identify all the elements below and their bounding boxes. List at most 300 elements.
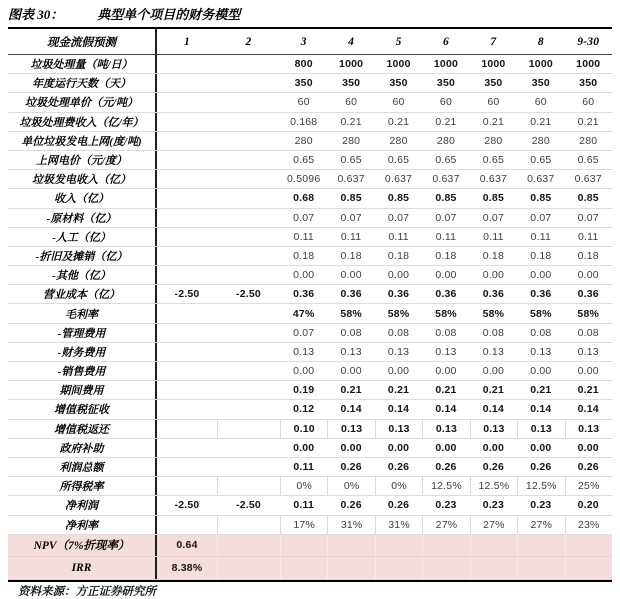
table-cell: 0.11 [483, 230, 504, 243]
table-row [8, 170, 612, 189]
table-cell: 0.13 [340, 345, 362, 358]
table-cell: 0.14 [530, 403, 552, 416]
figure-number: 图表 30： [8, 7, 64, 22]
table-row [8, 285, 612, 304]
table-cell [327, 557, 374, 579]
table-cell: 0.26 [387, 461, 410, 474]
table-cell [327, 535, 374, 557]
table-cell: 0.65 [293, 154, 315, 167]
table-cell [217, 458, 280, 476]
figure-title [8, 0, 612, 27]
table-cell: 0.07 [482, 211, 505, 224]
table-cell [217, 535, 280, 557]
figure-caption: 典型单个项目的财务模型 [97, 7, 241, 22]
table-cell: 0.00 [482, 441, 505, 454]
table-cell [375, 557, 422, 579]
table-cell: 280 [436, 134, 456, 147]
table-row [8, 400, 612, 419]
table-cell: 0.168 [290, 115, 318, 128]
table-cell [217, 74, 280, 92]
table-cell [470, 557, 517, 579]
row-label: 单位垃圾发电上网(度/吨) [8, 132, 157, 150]
table-cell [217, 266, 280, 284]
table-row [8, 132, 612, 151]
header-year-cell: 1 [184, 35, 190, 48]
table-cell: 0.00 [387, 365, 410, 378]
table-cell: 0.637 [479, 173, 508, 186]
table-cell [157, 209, 217, 227]
table-cell: 0.11 [435, 230, 457, 243]
table-cell: 0.65 [530, 154, 552, 167]
table-cell: 0.14 [340, 403, 362, 416]
table-cell: 0.26 [387, 499, 410, 512]
table-cell: 0.13 [565, 420, 612, 438]
table-cell: 350 [579, 77, 598, 90]
table-cell: 17% [280, 516, 327, 534]
table-row [8, 228, 612, 247]
header-year-cell: 8 [537, 35, 544, 48]
table-cell: 1000 [433, 58, 459, 71]
row-label: 垃圾处理单价（元/吨） [8, 93, 157, 111]
table-cell: 0.08 [435, 326, 457, 339]
table-cell: 0.21 [340, 384, 362, 397]
table-row [8, 324, 612, 343]
header-year-cell: 7 [490, 35, 497, 48]
table-cell [217, 113, 280, 131]
table-cell: 0.21 [482, 384, 505, 397]
table-cell: 60 [297, 96, 310, 109]
table-cell: 0.36 [577, 288, 599, 301]
row-label: 增值税返还 [8, 420, 157, 438]
table-cell: 1000 [339, 58, 364, 71]
table-cell: 0.00 [577, 441, 599, 454]
table-row [8, 113, 612, 132]
table-cell: 0.11 [388, 230, 409, 243]
table-cell: 60 [582, 96, 595, 109]
table-row [8, 209, 612, 228]
table-cell [157, 381, 217, 399]
table-cell: 0.07 [293, 326, 315, 339]
table-row [8, 535, 612, 558]
row-label: 净利率 [8, 516, 157, 534]
table-cell: 60 [392, 96, 405, 109]
table-cell [517, 557, 564, 579]
table-cell: 0.07 [387, 211, 410, 224]
table-cell: 0.08 [577, 326, 599, 339]
table-cell: 0.00 [340, 441, 362, 454]
table-cell [157, 516, 217, 534]
table-cell [157, 247, 217, 265]
table-cell: 0.85 [340, 192, 362, 205]
table-cell [217, 209, 280, 227]
table-cell [422, 535, 469, 557]
row-label: 收入（亿） [8, 189, 157, 207]
table-cell [157, 420, 217, 438]
table-cell: 31% [375, 516, 422, 534]
table-cell [157, 151, 217, 169]
table-row [8, 93, 612, 112]
table-cell: 0.14 [482, 403, 505, 416]
table-cell: 1000 [576, 58, 601, 71]
table-cell: 0.36 [340, 288, 362, 301]
table-cell: 0.07 [340, 211, 362, 224]
table-cell [217, 304, 280, 322]
table-cell [157, 113, 217, 131]
table-cell [217, 557, 280, 579]
table-cell [217, 439, 280, 457]
table-cell [157, 228, 217, 246]
table-cell: -2.50 [236, 499, 261, 512]
table-cell: 350 [342, 77, 361, 90]
table-cell: 350 [294, 77, 313, 90]
table-cell: 0.18 [435, 249, 457, 262]
table-cell: 0.23 [530, 499, 552, 512]
table-cell: 0.21 [577, 115, 599, 128]
table-cell [217, 247, 280, 265]
table-cell: 0.21 [387, 115, 410, 128]
row-label: 期间费用 [8, 381, 157, 399]
header-year-cell: 2 [245, 35, 252, 48]
table-cell: 25% [565, 477, 612, 495]
table-row [8, 55, 612, 74]
table-cell: 280 [342, 134, 361, 147]
table-row [8, 247, 612, 266]
table-cell [470, 535, 517, 557]
table-cell [157, 458, 217, 476]
table-cell: 0.07 [293, 211, 315, 224]
row-label: -折旧及摊销（亿） [8, 247, 157, 265]
table-cell: 0.00 [482, 365, 505, 378]
table-cell: 0.08 [482, 326, 505, 339]
table-row [8, 304, 612, 323]
table-row [8, 74, 612, 93]
table-cell [157, 439, 217, 457]
table-cell: 280 [484, 134, 503, 147]
table-cell: 0.00 [530, 269, 552, 282]
table-cell: 0.11 [293, 461, 315, 474]
table-cell: 58% [530, 307, 552, 320]
table-cell: 0.11 [578, 230, 599, 243]
table-cell: 0.00 [387, 441, 410, 454]
table-cell: 280 [294, 134, 313, 147]
table-cell [217, 516, 280, 534]
table-cell: 0.07 [435, 211, 457, 224]
table-cell: 23% [565, 516, 612, 534]
table-cell: 58% [482, 307, 505, 320]
table-cell: 0.00 [530, 441, 552, 454]
table-cell: 0.637 [337, 173, 365, 186]
table-cell: 0.26 [577, 461, 599, 474]
row-label: -管理费用 [8, 324, 157, 342]
table-cell: 0.14 [387, 403, 410, 416]
header-year-cell: 9-30 [577, 35, 600, 48]
header-year-cell: 4 [348, 35, 355, 48]
table-cell [157, 170, 217, 188]
table-cell: 0% [280, 477, 327, 495]
table-cell: 0.00 [435, 269, 457, 282]
table-cell: 0.11 [530, 230, 552, 243]
row-label: 上网电价（元/度） [8, 151, 157, 169]
table-cell: 0.00 [482, 269, 505, 282]
table-cell: 0.00 [293, 441, 315, 454]
table-cell: 0.08 [530, 326, 552, 339]
table-cell: 0.5096 [287, 173, 321, 186]
table-cell [157, 362, 217, 380]
table-row [8, 516, 612, 535]
table-cell: 0.65 [387, 154, 410, 167]
table-cell: 0.13 [375, 420, 422, 438]
table-cell [565, 557, 612, 579]
row-label: 净利润 [8, 496, 157, 514]
table-cell: 0.21 [482, 115, 505, 128]
table-cell: 0.26 [340, 499, 362, 512]
table-row [8, 439, 612, 458]
row-label: IRR [8, 557, 157, 579]
table-cell: 280 [389, 134, 408, 147]
table-cell: -2.50 [174, 288, 200, 301]
table-cell [217, 93, 280, 111]
table-cell [217, 228, 280, 246]
table-cell: 0.637 [527, 173, 555, 186]
table-cell [157, 324, 217, 342]
table-cell: 1000 [528, 58, 553, 71]
table-cell: 0.26 [530, 461, 552, 474]
table-cell: 60 [487, 96, 500, 109]
table-cell: 0.00 [387, 269, 410, 282]
table-cell: 31% [327, 516, 374, 534]
table-cell: 0.18 [530, 249, 552, 262]
table-cell: 27% [517, 516, 564, 534]
table-cell [517, 535, 564, 557]
table-cell: 0.00 [340, 269, 362, 282]
table-cell: 0.21 [577, 384, 599, 397]
table-body [8, 55, 612, 580]
table-cell: 0.18 [482, 249, 505, 262]
table-cell: 0.11 [293, 499, 315, 512]
table-cell: 0.637 [432, 173, 460, 186]
row-label: -财务费用 [8, 343, 157, 361]
table-cell: 0.18 [293, 249, 315, 262]
table-cell: 12.5% [517, 477, 564, 495]
table-cell [157, 74, 217, 92]
table-cell: 0.85 [435, 192, 457, 205]
table-cell [422, 557, 469, 579]
table-cell: 0.14 [435, 403, 457, 416]
row-label: 营业成本（亿） [8, 285, 157, 303]
table-cell: 8.38% [171, 562, 203, 575]
table-cell [157, 304, 217, 322]
table-cell: 0.36 [530, 288, 552, 301]
table-row [8, 477, 612, 496]
table-cell: 0.21 [387, 384, 410, 397]
table-cell: 0.21 [530, 115, 552, 128]
table-cell: 0.14 [577, 403, 599, 416]
table-cell [157, 343, 217, 361]
table-cell: 0.637 [384, 173, 413, 186]
table-cell: 58% [340, 307, 362, 320]
table-cell: 60 [345, 96, 358, 109]
table-cell: 0.07 [577, 211, 599, 224]
table-cell: 0.13 [422, 420, 469, 438]
table-row [8, 266, 612, 285]
table-cell [565, 535, 612, 557]
table-cell: 60 [534, 96, 547, 109]
table-cell: 0.637 [574, 173, 602, 186]
table-cell: 0.00 [577, 269, 599, 282]
table-cell: 0.11 [340, 230, 362, 243]
row-label: -其他（亿） [8, 266, 157, 284]
table-cell [217, 477, 280, 495]
table-row [8, 557, 612, 580]
table-cell [217, 324, 280, 342]
table-cell: 0.12 [293, 403, 315, 416]
table-cell: 1000 [481, 58, 506, 71]
table-row [8, 362, 612, 381]
table-cell: 0.21 [435, 384, 457, 397]
header-label-cell: 现金流假预测 [8, 29, 157, 54]
header-year-cell: 6 [443, 35, 449, 48]
table-cell [217, 362, 280, 380]
table-cell: 0.85 [387, 192, 410, 205]
table-cell: 58% [435, 307, 457, 320]
table-cell: 47% [292, 307, 315, 320]
row-label: 垃圾处理费收入（亿/年） [8, 113, 157, 131]
table-cell [217, 420, 280, 438]
table-row [8, 381, 612, 400]
table-cell [280, 535, 327, 557]
table-cell: 0.07 [530, 211, 552, 224]
table-cell: 0.19 [293, 384, 315, 397]
table-cell: 350 [389, 77, 408, 90]
table-cell: 12.5% [470, 477, 517, 495]
table-cell: 58% [387, 307, 410, 320]
table-cell: 0.13 [387, 345, 410, 358]
table-cell: 0.00 [293, 269, 315, 282]
table-cell [217, 343, 280, 361]
row-label: -原材料（亿） [8, 209, 157, 227]
table-cell: 0.36 [482, 288, 505, 301]
row-label: 垃圾处理量（吨/日） [8, 55, 157, 73]
row-label: NPV（7%折现率） [8, 535, 157, 557]
table-cell: 0.08 [387, 326, 410, 339]
table-cell: 58% [577, 307, 600, 320]
table-cell: 350 [436, 77, 456, 90]
table-cell: 0.00 [435, 441, 457, 454]
table-cell [217, 55, 280, 73]
table-cell: 0.65 [482, 154, 505, 167]
table-cell: 0.21 [530, 384, 552, 397]
table-cell [217, 381, 280, 399]
table-cell: 1000 [386, 58, 411, 71]
table-cell: 0.00 [340, 365, 362, 378]
table-cell [217, 132, 280, 150]
table-cell: 0.13 [530, 345, 552, 358]
table-cell: 0.64 [176, 539, 198, 552]
table-cell: 0.26 [435, 461, 457, 474]
table-cell [217, 400, 280, 418]
financial-model-table [8, 27, 612, 582]
table-cell [157, 266, 217, 284]
table-cell: 27% [470, 516, 517, 534]
table-cell: 0.13 [293, 345, 315, 358]
table-cell: 0.65 [577, 154, 599, 167]
table-cell: 0.20 [577, 499, 599, 512]
table-cell: 0.18 [340, 249, 362, 262]
table-row [8, 420, 612, 439]
table-cell: 0.13 [470, 420, 517, 438]
table-cell: 800 [294, 58, 313, 71]
row-label: -销售费用 [8, 362, 157, 380]
table-cell [157, 189, 217, 207]
table-cell [157, 132, 217, 150]
table-cell: 0.36 [293, 288, 315, 301]
table-cell: 0.18 [577, 249, 599, 262]
table-cell [157, 477, 217, 495]
table-cell: 0.36 [387, 288, 410, 301]
table-cell [157, 93, 217, 111]
table-cell: 0.26 [340, 461, 362, 474]
table-header-row [8, 29, 612, 55]
table-row [8, 458, 612, 477]
table-cell: 0.85 [577, 192, 599, 205]
table-cell: 0.65 [435, 154, 457, 167]
table-cell: 350 [531, 77, 550, 90]
row-label: 垃圾发电收入（亿） [8, 170, 157, 188]
table-cell: 0% [375, 477, 422, 495]
table-cell: 0.23 [435, 499, 457, 512]
row-label: 所得税率 [8, 477, 157, 495]
table-cell: 280 [579, 134, 598, 147]
table-cell [157, 55, 217, 73]
table-cell: 0.13 [577, 345, 599, 358]
row-label: 增值税征收 [8, 400, 157, 418]
table-row [8, 151, 612, 170]
table-cell [375, 535, 422, 557]
table-cell: 0.00 [435, 365, 457, 378]
table-cell: 0.26 [482, 461, 505, 474]
header-year-cell: 5 [395, 35, 402, 48]
table-cell [217, 189, 280, 207]
table-cell [157, 400, 217, 418]
table-cell: 0.13 [482, 345, 505, 358]
table-cell: 0.00 [577, 365, 599, 378]
source-note: 资料来源：方正证券研究所 [8, 582, 612, 599]
table-cell: 0.08 [340, 326, 362, 339]
table-cell: 350 [484, 77, 503, 90]
table-cell: 0.23 [482, 499, 505, 512]
row-label: 利润总额 [8, 458, 157, 476]
table-cell: 0.10 [280, 420, 327, 438]
table-cell: 0.65 [340, 154, 362, 167]
row-label: -人工（亿） [8, 228, 157, 246]
table-cell: 0% [327, 477, 374, 495]
table-cell: 27% [422, 516, 469, 534]
table-cell: 0.13 [517, 420, 564, 438]
row-label: 毛利率 [8, 304, 157, 322]
table-cell: 280 [531, 134, 550, 147]
table-cell: 60 [439, 96, 453, 109]
table-cell: 0.68 [293, 192, 315, 205]
table-cell: 0.11 [293, 230, 314, 243]
table-cell: 0.85 [482, 192, 505, 205]
table-row [8, 496, 612, 515]
table-cell [217, 151, 280, 169]
table-row [8, 343, 612, 362]
row-label: 政府补助 [8, 439, 157, 457]
table-cell: 0.13 [435, 345, 457, 358]
table-cell: 0.00 [293, 365, 315, 378]
table-row [8, 189, 612, 208]
